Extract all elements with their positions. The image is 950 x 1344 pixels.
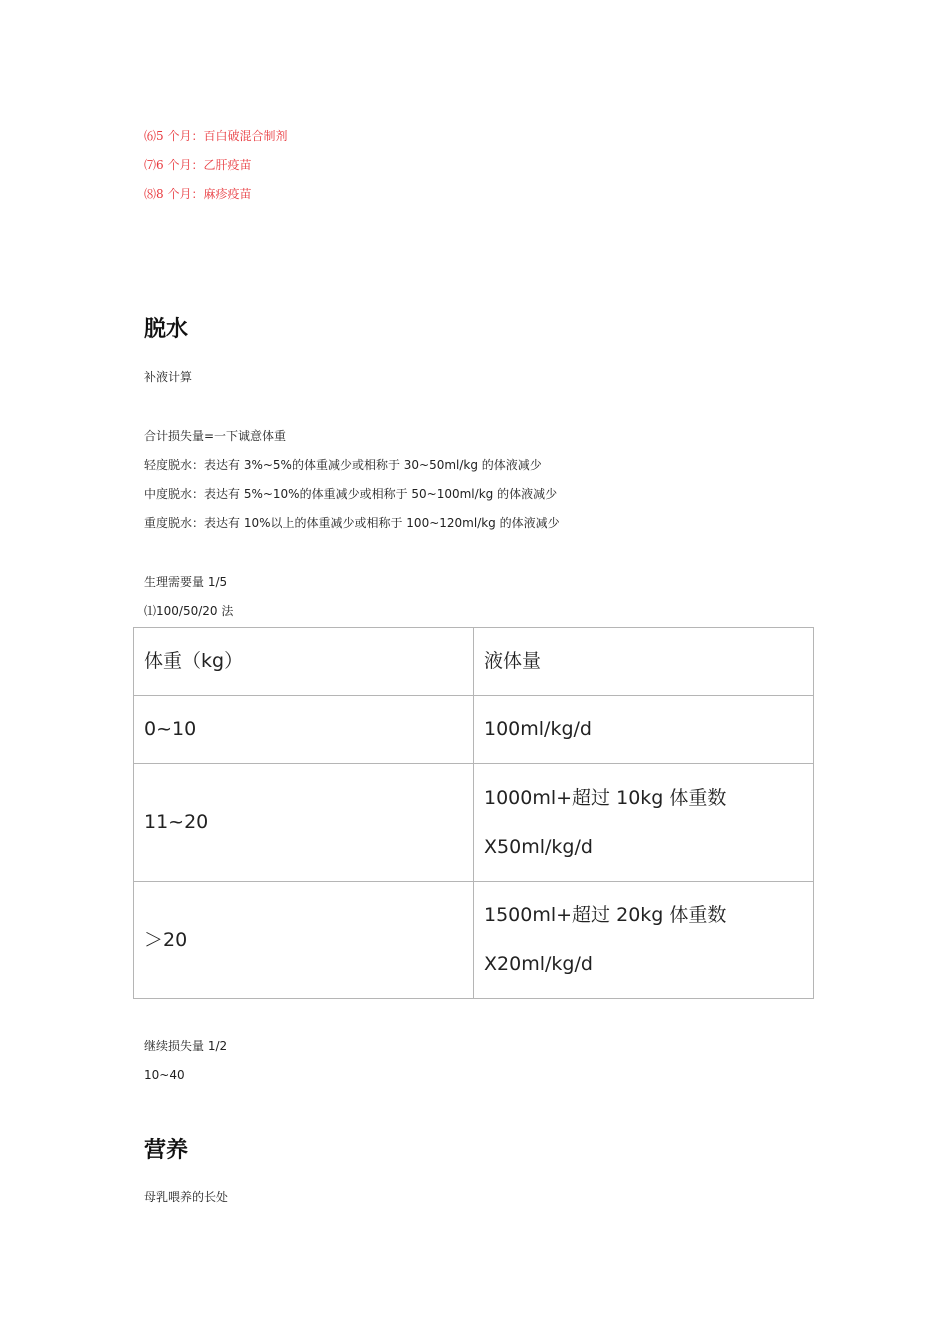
table-cell: 100ml/kg/d [474,696,814,764]
section-heading-nutrition: 营养 [144,1138,189,1163]
table-cell: 1000ml+超过 10kg 体重数 X50ml/kg/d [474,764,814,882]
table-cell: 0~10 [134,696,474,764]
severe-dehydration: 重度脱水：表达有 10%以上的体重减少或相称于 100~120ml/kg 的体液减少 [144,516,560,530]
table-header-row [134,628,814,696]
vaccine-item: ⑺6 个月：乙肝疫苗 [144,158,252,172]
method-label: ⑴100/50/20 法 [144,604,234,618]
loss-title: 合计损失量=一下诚意体重 [144,429,287,443]
table-row [134,696,814,764]
vaccine-item: ⑹5 个月：百白破混合制剂 [144,129,288,143]
table-row [134,764,814,882]
vaccine-item: ⑻8 个月：麻疹疫苗 [144,187,252,201]
continued-loss: 继续损失量 1/2 [144,1039,228,1053]
table-cell: ＞20 [134,882,474,999]
table-cell: 1500ml+超过 20kg 体重数 X20ml/kg/d [474,882,814,999]
continued-loss-value: 10~40 [144,1068,185,1082]
moderate-dehydration: 中度脱水：表达有 5%~10%的体重减少或相称于 50~100ml/kg 的体液减少 [144,487,558,501]
section-subtitle: 母乳喂养的长处 [144,1190,229,1204]
mild-dehydration: 轻度脱水：表达有 3%~5%的体重减少或相称于 30~50ml/kg 的体液减少 [144,458,542,472]
section-heading-dehydration: 脱水 [144,317,189,342]
table-header-cell: 体重（kg） [134,628,474,696]
table-header-cell: 液体量 [474,628,814,696]
section-subtitle: 补液计算 [144,370,193,384]
fluid-table [133,627,814,999]
table-row [134,882,814,999]
table-cell: 11~20 [134,764,474,882]
physio-requirement: 生理需要量 1/5 [144,575,228,589]
